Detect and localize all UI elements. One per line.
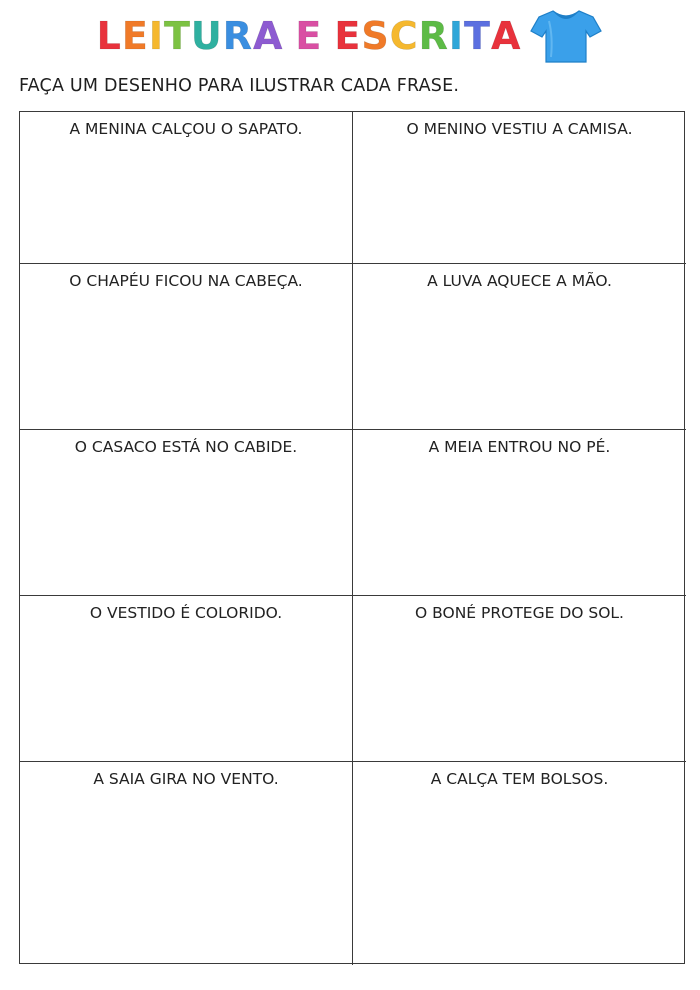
drawing-box[interactable] (20, 430, 353, 596)
sentence-label: A LUVA AQUECE A MÃO. (427, 272, 612, 290)
title-letter: E (334, 14, 362, 58)
title-letter: E (121, 14, 149, 58)
sentence-label: O MENINO VESTIU A CAMISA. (406, 120, 633, 138)
sentence-label: A MEIA ENTROU NO PÉ. (428, 438, 611, 456)
title-letter: L (96, 14, 122, 58)
title-letter: A (253, 14, 284, 58)
worksheet-header (0, 6, 700, 66)
sentence-label: O CASACO ESTÁ NO CABIDE. (74, 438, 298, 456)
drawing-box[interactable] (20, 112, 353, 264)
sentence-label: O BONÉ PROTEGE DO SOL. (415, 604, 624, 622)
title-letter: S (361, 14, 390, 58)
drawing-grid (19, 111, 685, 964)
title-letter: T (163, 14, 191, 58)
sentence-label: O VESTIDO É COLORIDO. (89, 604, 283, 622)
title-letter: T (464, 14, 491, 58)
title-letter: R (222, 14, 253, 58)
drawing-box[interactable] (353, 112, 686, 264)
drawing-box[interactable] (353, 430, 686, 596)
drawing-box[interactable] (353, 762, 686, 965)
instruction-text: FAÇA UM DESENHO PARA ILUSTRAR CADA FRASE. (19, 76, 460, 96)
title-letter: E (295, 14, 323, 58)
sentence-label: O CHAPÉU FICOU NA CABEÇA. (69, 272, 303, 290)
drawing-box[interactable] (20, 264, 353, 430)
title-letter: C (389, 14, 419, 58)
drawing-box[interactable] (353, 596, 686, 762)
page-title (96, 14, 522, 58)
title-letter: A (490, 14, 522, 58)
drawing-box[interactable] (20, 596, 353, 762)
title-letter: I (448, 14, 465, 58)
sentence-label: A MENINA CALÇOU O SAPATO. (69, 120, 303, 138)
drawing-box[interactable] (353, 264, 686, 430)
sentence-label: A SAIA GIRA NO VENTO. (93, 770, 279, 788)
title-letter: R (418, 14, 449, 58)
title-letter: U (190, 14, 223, 58)
drawing-box[interactable] (20, 762, 353, 965)
title-letter: I (148, 14, 164, 58)
sentence-label: A CALÇA TEM BOLSOS. (430, 770, 609, 788)
t-shirt-icon (529, 7, 603, 65)
